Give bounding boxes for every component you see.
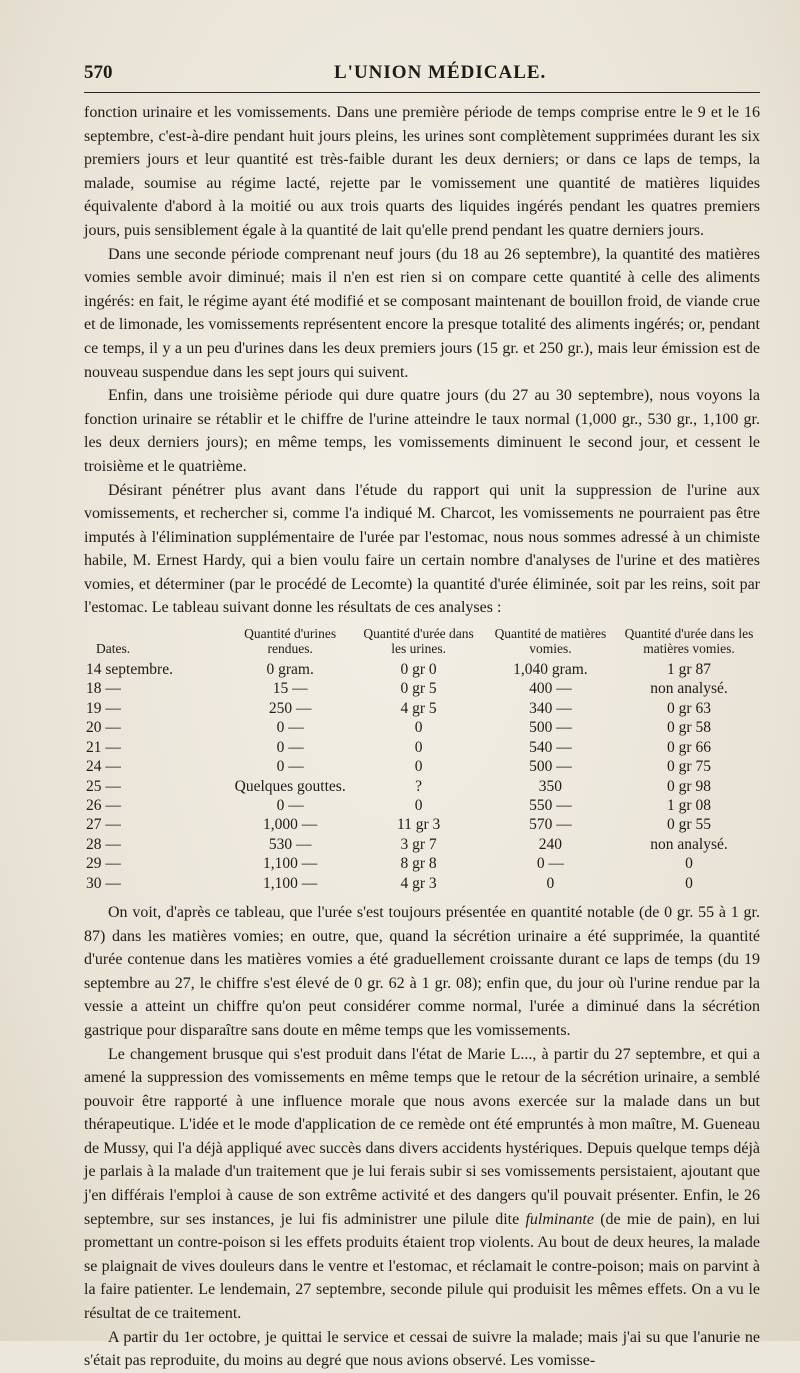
table-row [84, 718, 760, 737]
cell-urine: 530 — [268, 835, 312, 853]
table-row [84, 796, 760, 815]
cell-date: 29 — [86, 855, 121, 873]
cell-urine: 0 gram. [266, 661, 314, 679]
cell-urea-vomit: 0 gr 58 [667, 719, 711, 737]
paragraph: A partir du 1er octobre, je quittai le service et cessai de suivre la malade; mais j'ai su que l'anurie ne s'était pas reproduite, du moins au degré que nous avions observé. Les vomisse- [84, 1328, 760, 1370]
cell-urea-urine: 8 gr 8 [400, 855, 437, 873]
cell-urea-vomit: non analysé. [650, 835, 728, 853]
urea-table [84, 626, 760, 893]
cell-date: 30 — [86, 874, 121, 892]
running-title: L'UNION MÉDICALE. [334, 62, 547, 83]
cell-urea-vomit: 1 gr 08 [667, 796, 711, 814]
cell-vomit: 570 — [529, 816, 572, 834]
paragraph-text: (de mie de pain), en lui promettant un contre-poison si les effets produits étaient trop violents. Au bout de deux heures, la malade se plaignait de vives douleurs dans le ventre et l'estomac, et réclamait le contre-poison; mais on parvint à la faire patienter. Le lendemain, 27 septembre, seconde pilule qui produisit les mêmes effets. On a vu le résultat de ce traitement. [84, 1210, 761, 1323]
column-header-urea-urine: Quantité d'urée dans les urines. [363, 626, 474, 657]
paragraph: fonction urinaire et les vomissements. Dans une première période de temps comprise entre le 9 et le 16 septembre, c'est-à-dire pendant huit jours pleins, les urines sont complètement supprimées durant les six premiers jours et leur quantité est très-faible durant les deux derniers; or dans ce laps de temps, la malade, soumise au régime lacté, rejette par le vomissement une quantité de matières liquides équivalente d'abord à la moitié ou aux trois quarts des liquides ingérés pendant les quatres premiers jours, puis sensiblement égale à la quantité de lait qu'elle prend pendant les quatre derniers jours. [84, 104, 760, 239]
cell-urea-urine: 0 gr 5 [400, 680, 437, 698]
cell-urea-urine: 4 gr 3 [400, 874, 437, 892]
cell-date: 25 — [86, 777, 121, 795]
cell-urea-vomit: 0 gr 98 [667, 777, 711, 795]
running-header [84, 62, 760, 93]
cell-urine: Quelques gouttes. [234, 777, 346, 795]
cell-vomit: 540 — [529, 738, 572, 756]
cell-urine: 0 — [276, 758, 304, 776]
cell-urea-urine: 0 [414, 738, 423, 756]
column-header-urine: Quantité d'urines rendues. [244, 626, 337, 657]
cell-urea-urine: 11 gr 3 [396, 816, 441, 834]
cell-date: 27 — [86, 816, 121, 834]
table-header-row [84, 626, 760, 660]
table-body [84, 660, 760, 893]
table-row [84, 874, 760, 893]
cell-urine: 0 — [276, 738, 304, 756]
cell-urine: 0 — [276, 796, 304, 814]
cell-urea-urine: 0 [414, 758, 423, 776]
paragraph: On voit, d'après ce tableau, que l'urée s'est toujours présentée en quantité notable (de 0 gr. 55 à 1 gr. 87) dans les matières vomies; en outre, que, quand la sécrétion urinaire a été supprimée, la quantité d'urée contenue dans les matières vomies a été graduellement croissante durant ce laps de temps (du 19 septembre au 27, le chiffre s'est élevé de 0 gr. 62 à 1 gr. 08); enfin que, du jour où l'urine rendue par la vessie a atteint un chiffre qu'on peut considérer comme normal, l'urée a diminué dans la sécrétion gastrique pour disparaître sans doute en même temps que les vomissements. [84, 903, 760, 1039]
cell-vomit: 240 [538, 835, 563, 853]
cell-date: 19 — [86, 699, 121, 717]
cell-vomit: 0 — [536, 855, 564, 873]
page-number: 570 [84, 62, 113, 83]
cell-urea-urine: 0 gr 0 [400, 661, 437, 679]
cell-date: 14 septembre. [86, 661, 173, 679]
cell-vomit: 340 — [529, 699, 572, 717]
cell-vomit: 0 [546, 874, 555, 892]
cell-urea-urine: 4 gr 5 [400, 699, 437, 717]
table-row [84, 777, 760, 796]
cell-vomit: 550 — [529, 796, 572, 814]
paragraph: Dans une seconde période comprenant neuf jours (du 18 au 26 septembre), la quantité des matières vomies semble avoir diminué; mais il n'en est rien si on compare cette quantité à celle des aliments ingérés: en fait, le régime ayant été modifié et se composant maintenant de bouillon froid, de viande crue et de limonade, les vomissements représentent encore la presque totalité des aliments ingérés; or, pendant ce temps, il y a un peu d'urines dans les deux premiers jours (15 gr. et 250 gr.), mais leur émission est de nouveau suspendue dans les sept jours qui suivent. [84, 245, 760, 381]
table-row [84, 660, 760, 679]
cell-urea-urine: 0 [414, 796, 423, 814]
cell-urea-vomit: 0 [685, 855, 693, 873]
paragraph: Enfin, dans une troisième période qui dure quatre jours (du 27 au 30 septembre), nous voyons la fonction urinaire se rétablir et le chiffre de l'urine atteindre le taux normal (1,000 gr., 530 gr., 1,100 gr. les deux derniers jours); en même temps, les vomissements diminuent le second jour, et cessent le troisième et le quatrième. [84, 387, 760, 475]
cell-urea-vomit: 1 gr 87 [667, 661, 711, 679]
paragraph-text: Le changement brusque qui s'est produit dans l'état de Marie L..., à partir du 27 septembre, et qui a amené la suppression des vomissements en même temps que le retour de la sécrétion urinaire, a semblé pouvoir être rapporté à une influence morale que nous avons exercée sur la malade dans un but thérapeutique. L'idée et le mode d'application de ce remède ont été empruntés à mon maître, M. Gueneau de Mussy, qui l'a déjà appliqué avec succès dans divers accidents hystériques. Depuis quelque temps déjà je parlais à la malade d'un traitement que je lui ferais subir si ses vomissements persistaient, ajoutant que j'en différais l'emploi à cause de son extrême activité et des dangers qu'il pouvait présenter. Enfin, le 26 septembre, sur ses instances, je lui fis administrer une pilule dite [84, 1045, 760, 1228]
cell-urea-urine: ? [415, 777, 423, 795]
table-row [84, 815, 760, 834]
cell-date: 18 — [86, 680, 121, 698]
cell-urine: 1,100 — [263, 874, 318, 892]
cell-urea-vomit: 0 gr 66 [667, 738, 711, 756]
paragraph: Désirant pénétrer plus avant dans l'étude du rapport qui unit la suppression de l'urine aux vomissements, et rechercher si, comme l'a indiqué M. Charcot, les vomissements ne pourraient pas être imputés à l'élimination supplémentaire de l'urée par l'estomac, nous nous sommes adressé à un chimiste habile, M. Ernest Hardy, qui a bien voulu faire un certain nombre d'analyses de l'urine et des matières vomies, et déterminer (par le procédé de Lecomte) la quantité d'urée éliminée, soit par les reins, soit par l'estomac. Le tableau suivant donne les résultats de ces analyses : [84, 481, 760, 617]
table-row [84, 835, 760, 854]
table-row [84, 699, 760, 718]
cell-urea-vomit: non analysé. [650, 680, 728, 698]
cell-urea-urine: 3 gr 7 [400, 835, 437, 853]
table-row [84, 679, 760, 698]
cell-urine: 1,000 — [263, 816, 318, 834]
cell-urea-vomit: 0 gr 75 [667, 758, 711, 776]
cell-date: 20 — [86, 719, 121, 737]
column-header-urea-vomit: Quantité d'urée dans les matières vomies. [624, 626, 754, 657]
cell-vomit: 350 [538, 777, 563, 795]
cell-urea-vomit: 0 [685, 874, 693, 892]
cell-date: 24 — [86, 758, 121, 776]
cell-date: 21 — [86, 738, 121, 756]
table-row [84, 757, 760, 776]
cell-urine: 0 — [276, 719, 304, 737]
table-row [84, 854, 760, 873]
italic-word: fulminante [525, 1210, 594, 1228]
column-header-vomit: Quantité de matières vomies. [494, 626, 607, 657]
cell-date: 26 — [86, 796, 121, 814]
cell-urine: 250 — [268, 699, 312, 717]
cell-vomit: 1,040 gram. [513, 661, 588, 679]
column-header-date: Dates. [96, 641, 131, 657]
paragraph [84, 1043, 760, 1326]
cell-vomit: 400 — [529, 680, 572, 698]
cell-date: 28 — [86, 835, 121, 853]
cell-urine: 1,100 — [263, 855, 318, 873]
table-row [84, 738, 760, 757]
cell-urea-urine: 0 [414, 719, 423, 737]
cell-urea-vomit: 0 gr 63 [667, 699, 711, 717]
cell-vomit: 500 — [529, 719, 572, 737]
cell-urea-vomit: 0 gr 55 [667, 816, 711, 834]
cell-urine: 15 — [272, 680, 308, 698]
cell-vomit: 500 — [529, 758, 572, 776]
